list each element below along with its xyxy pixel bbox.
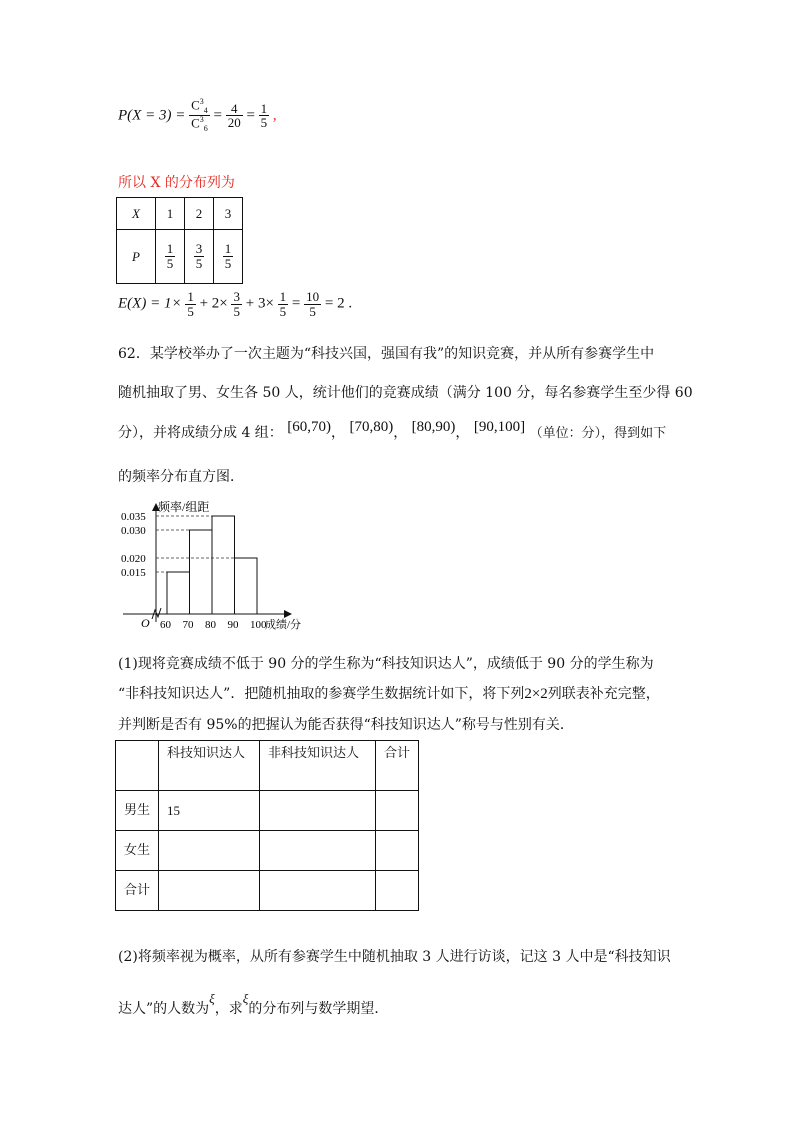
dist-p-value: $\frac{1}{5}$	[214, 230, 243, 284]
expectation-formula: E(X) = 1× $\frac{1}{5}$ + 2× $\frac{3}{5}$ + 3× $\frac{1}{5}$ = $\frac{10}{5}$ = 2 .	[118, 289, 353, 319]
row-label: 女生	[116, 831, 159, 871]
y-tick-label: 0.030	[121, 525, 146, 537]
row-label: 合计	[116, 871, 159, 911]
table-cell	[376, 791, 419, 831]
q1-line-2: “非科技知识达人”．把随机抽取的参赛学生数据统计如下，将下列2×2列联表补充完整，	[118, 686, 660, 702]
table-row	[116, 791, 419, 831]
q1-line-3: 并判断是否有 95%的把握认为能否获得“科技知识达人”称号与性别有关．	[118, 717, 574, 733]
x-tick-label: 80	[205, 619, 216, 631]
table-header-cell: 非科技知识达人	[260, 741, 376, 791]
dist-x-value: 1	[156, 198, 185, 230]
distribution-table	[116, 197, 243, 284]
table-header-cell	[116, 741, 159, 791]
comb-fraction: $\frac{C^3_4}{C^3_6}$	[191, 97, 208, 134]
table-cell	[159, 831, 260, 871]
problem-line-4: 的频率分布直方图．	[118, 469, 244, 485]
dist-p-value: $\frac{1}{5}$	[156, 230, 185, 284]
dist-x-value: 3	[214, 198, 243, 230]
math-2x2: 2×2	[524, 686, 548, 702]
interval: [60,70)	[287, 419, 332, 435]
histogram-bar	[235, 558, 258, 614]
x-tick-label: 100	[250, 619, 267, 631]
x-tick-label: 90	[227, 619, 239, 631]
origin-label: O	[141, 616, 150, 630]
y-tick-label: 0.015	[121, 567, 146, 579]
x-tick-label: 70	[182, 619, 194, 631]
prob-formula: P(X = 3) = $\frac{C^3_4}{C^3_6}$ = $\frac{4}{20}$ = $\frac{1}{5}$ ,	[118, 97, 277, 134]
q2-line-2: 达人”的人数为ξ，求ξ的分布列与数学期望．	[118, 991, 389, 1017]
dist-p-value: $\frac{3}{5}$	[185, 230, 214, 284]
q1-line-1: (1)现将竞赛成绩不低于 90 分的学生称为“科技知识达人”，成绩低于 90 分的学生称为	[118, 656, 654, 672]
table-cell	[376, 831, 419, 871]
dist-row-label-x: X	[117, 198, 156, 230]
table-cell: 15	[159, 791, 260, 831]
y-tick-label: 0.020	[121, 553, 146, 565]
contingency-table	[115, 740, 419, 911]
table-cell	[260, 871, 376, 911]
table-header-cell: 科技知识达人	[159, 741, 260, 791]
histogram-bar	[167, 572, 190, 614]
table-cell	[376, 871, 419, 911]
problem-line-1: 62．某学校举办了一次主题为“科技兴国，强国有我”的知识竞赛，并从所有参赛学生中	[118, 346, 655, 362]
q2-line-1: (2)将频率视为概率，从所有参赛学生中随机抽取 3 人进行访谈，记这 3 人中是“科技知识	[118, 949, 671, 965]
prob-lhs: P(X = 3) =	[118, 107, 186, 124]
histogram-bar	[212, 516, 235, 614]
dist-intro: 所以 X 的分布列为	[118, 175, 235, 191]
fraction-4-20: $\frac{4}{20}$	[227, 100, 241, 131]
x-tick-label: 60	[160, 619, 171, 631]
problem-line-2: 随机抽取了男、女生各 50 人，统计他们的竞赛成绩（满分 100 分，每名参赛学生至少得 60	[118, 385, 693, 401]
table-row	[116, 871, 419, 911]
table-cell	[159, 871, 260, 911]
y-tick-label: 0.035	[121, 511, 146, 523]
y-axis-label: 频率/组距	[158, 500, 210, 514]
dist-row-label-p: P	[117, 230, 156, 284]
xi-symbol: ξ	[209, 991, 215, 1006]
fraction-1-5: $\frac{1}{5}$	[260, 100, 268, 131]
table-header-cell: 合计	[376, 741, 419, 791]
problem-line-3: 分），并将成绩分成 4 组： [60,70)， [70,80)， [80,90)， [90,100] （单位：分），得到如下	[118, 419, 667, 441]
row-label: 男生	[116, 791, 159, 831]
interval: [70,80)	[349, 419, 394, 435]
table-cell	[260, 791, 376, 831]
interval: [90,100]	[473, 419, 526, 435]
frequency-histogram	[115, 495, 315, 635]
histogram-bar	[190, 530, 213, 614]
x-axis-label: 成绩/分	[265, 619, 302, 631]
table-row	[116, 831, 419, 871]
interval: [80,90)	[411, 419, 456, 435]
table-cell	[260, 831, 376, 871]
xi-symbol: ξ	[242, 991, 249, 1006]
dist-x-value: 2	[185, 198, 214, 230]
